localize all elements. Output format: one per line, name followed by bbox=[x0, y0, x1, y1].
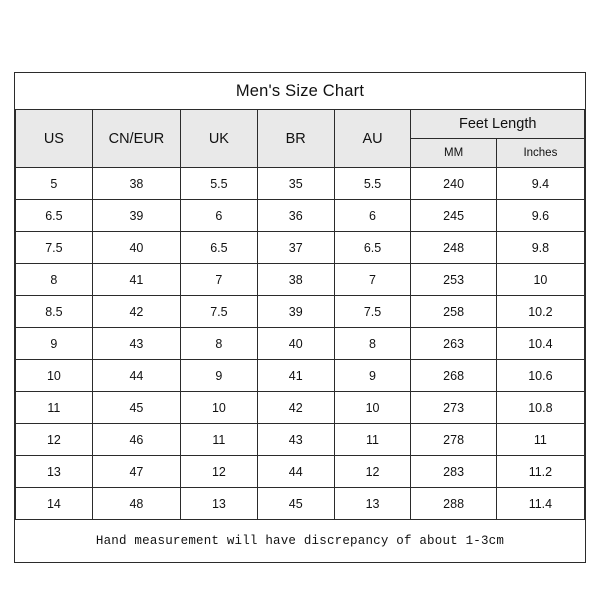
cell-br: 39 bbox=[257, 296, 334, 328]
cell-au: 5.5 bbox=[334, 168, 411, 200]
cell-us: 6.5 bbox=[16, 200, 93, 232]
cell-us: 13 bbox=[16, 456, 93, 488]
cell-mm: 283 bbox=[411, 456, 496, 488]
cell-uk: 12 bbox=[181, 456, 258, 488]
cell-uk: 11 bbox=[181, 424, 258, 456]
column-header-uk: UK bbox=[181, 110, 258, 168]
table-footer bbox=[16, 520, 585, 563]
cell-us: 8.5 bbox=[16, 296, 93, 328]
cell-uk: 9 bbox=[181, 360, 258, 392]
cell-br: 45 bbox=[257, 488, 334, 520]
cell-cn-eur: 41 bbox=[92, 264, 180, 296]
cell-cn-eur: 45 bbox=[92, 392, 180, 424]
cell-au: 10 bbox=[334, 392, 411, 424]
cell-cn-eur: 47 bbox=[92, 456, 180, 488]
column-header-us: US bbox=[16, 110, 93, 168]
cell-br: 44 bbox=[257, 456, 334, 488]
table-row bbox=[16, 392, 585, 424]
table-row bbox=[16, 456, 585, 488]
cell-br: 36 bbox=[257, 200, 334, 232]
table-row bbox=[16, 232, 585, 264]
cell-mm: 248 bbox=[411, 232, 496, 264]
cell-inches: 9.6 bbox=[496, 200, 584, 232]
table-row bbox=[16, 488, 585, 520]
cell-us: 12 bbox=[16, 424, 93, 456]
cell-mm: 273 bbox=[411, 392, 496, 424]
cell-mm: 240 bbox=[411, 168, 496, 200]
cell-au: 11 bbox=[334, 424, 411, 456]
cell-us: 11 bbox=[16, 392, 93, 424]
cell-au: 7.5 bbox=[334, 296, 411, 328]
cell-cn-eur: 46 bbox=[92, 424, 180, 456]
cell-au: 6.5 bbox=[334, 232, 411, 264]
cell-br: 41 bbox=[257, 360, 334, 392]
title-row bbox=[16, 73, 585, 110]
cell-inches: 11.2 bbox=[496, 456, 584, 488]
cell-mm: 268 bbox=[411, 360, 496, 392]
size-chart-container bbox=[14, 72, 586, 563]
column-header-inches: Inches bbox=[496, 139, 584, 168]
cell-mm: 258 bbox=[411, 296, 496, 328]
cell-us: 14 bbox=[16, 488, 93, 520]
table-row bbox=[16, 264, 585, 296]
cell-au: 6 bbox=[334, 200, 411, 232]
cell-uk: 13 bbox=[181, 488, 258, 520]
cell-inches: 10.4 bbox=[496, 328, 584, 360]
cell-uk: 7 bbox=[181, 264, 258, 296]
column-header-feet-length: Feet Length bbox=[411, 110, 585, 139]
cell-cn-eur: 39 bbox=[92, 200, 180, 232]
cell-br: 43 bbox=[257, 424, 334, 456]
cell-au: 13 bbox=[334, 488, 411, 520]
column-header-br: BR bbox=[257, 110, 334, 168]
measurement-note: Hand measurement will have discrepancy of about 1-3cm bbox=[16, 520, 585, 563]
cell-mm: 245 bbox=[411, 200, 496, 232]
cell-us: 9 bbox=[16, 328, 93, 360]
table-row bbox=[16, 360, 585, 392]
cell-cn-eur: 40 bbox=[92, 232, 180, 264]
column-header-cn-eur: CN/EUR bbox=[92, 110, 180, 168]
cell-au: 8 bbox=[334, 328, 411, 360]
cell-uk: 6.5 bbox=[181, 232, 258, 264]
cell-us: 7.5 bbox=[16, 232, 93, 264]
cell-cn-eur: 38 bbox=[92, 168, 180, 200]
cell-mm: 288 bbox=[411, 488, 496, 520]
cell-au: 7 bbox=[334, 264, 411, 296]
cell-cn-eur: 44 bbox=[92, 360, 180, 392]
column-header-au: AU bbox=[334, 110, 411, 168]
size-chart-table bbox=[15, 73, 585, 562]
cell-br: 35 bbox=[257, 168, 334, 200]
cell-cn-eur: 48 bbox=[92, 488, 180, 520]
cell-uk: 10 bbox=[181, 392, 258, 424]
header-row-main bbox=[16, 110, 585, 139]
cell-mm: 278 bbox=[411, 424, 496, 456]
cell-cn-eur: 43 bbox=[92, 328, 180, 360]
table-header bbox=[16, 73, 585, 168]
cell-uk: 8 bbox=[181, 328, 258, 360]
cell-inches: 10.8 bbox=[496, 392, 584, 424]
table-row bbox=[16, 168, 585, 200]
note-row bbox=[16, 520, 585, 563]
page-title: Men's Size Chart bbox=[16, 73, 585, 110]
table-row bbox=[16, 328, 585, 360]
table-row bbox=[16, 296, 585, 328]
cell-uk: 5.5 bbox=[181, 168, 258, 200]
cell-mm: 263 bbox=[411, 328, 496, 360]
cell-cn-eur: 42 bbox=[92, 296, 180, 328]
cell-us: 8 bbox=[16, 264, 93, 296]
cell-uk: 7.5 bbox=[181, 296, 258, 328]
cell-inches: 11 bbox=[496, 424, 584, 456]
table-row bbox=[16, 424, 585, 456]
cell-br: 40 bbox=[257, 328, 334, 360]
cell-au: 9 bbox=[334, 360, 411, 392]
cell-us: 5 bbox=[16, 168, 93, 200]
cell-inches: 11.4 bbox=[496, 488, 584, 520]
cell-us: 10 bbox=[16, 360, 93, 392]
cell-inches: 10 bbox=[496, 264, 584, 296]
cell-inches: 10.2 bbox=[496, 296, 584, 328]
table-body bbox=[16, 168, 585, 520]
cell-br: 37 bbox=[257, 232, 334, 264]
column-header-mm: MM bbox=[411, 139, 496, 168]
table-row bbox=[16, 200, 585, 232]
cell-inches: 9.4 bbox=[496, 168, 584, 200]
cell-mm: 253 bbox=[411, 264, 496, 296]
cell-uk: 6 bbox=[181, 200, 258, 232]
cell-au: 12 bbox=[334, 456, 411, 488]
cell-inches: 9.8 bbox=[496, 232, 584, 264]
cell-br: 38 bbox=[257, 264, 334, 296]
cell-inches: 10.6 bbox=[496, 360, 584, 392]
cell-br: 42 bbox=[257, 392, 334, 424]
